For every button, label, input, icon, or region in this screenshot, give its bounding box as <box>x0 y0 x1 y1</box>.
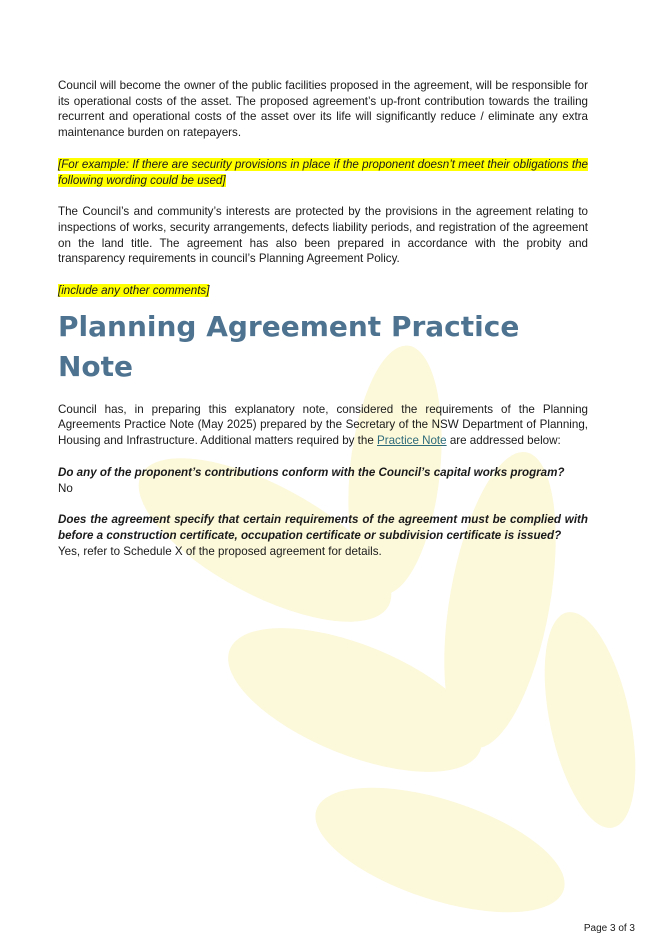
question-capital-works: Do any of the proponent’s contributions conform with the Council’s capital works program? <box>58 465 565 479</box>
watermark-leaf-5 <box>528 604 645 836</box>
question-certificate-requirements: Does the agreement specify that certain requirements of the agreement must be complied with before a construction certificate, occupation certificate or subdivision certificate is issued? <box>58 513 588 542</box>
page-number: Page 3 of 3 <box>583 923 635 934</box>
practice-note-link[interactable]: Practice Note <box>377 434 447 448</box>
comments-note-paragraph <box>58 283 588 299</box>
example-note-highlight: [For example: If there are security provisions in place if the proponent doesn’t meet their obligations the following wording could be used] <box>58 157 588 187</box>
answer-capital-works: No <box>58 481 73 495</box>
intro-text-before-link: Council has, in preparing this explanatory note, considered the requirements of the Planning Agreements Practice Note (May 2025) prepared by the Secretary of the NSW Department of Planning, Housing and Infrastructure. Additional matters required by the <box>58 402 588 448</box>
example-note-paragraph <box>58 157 588 188</box>
watermark-leaf-6 <box>301 762 579 934</box>
answer-certificate-requirements: Yes, refer to Schedule X of the proposed agreement for details. <box>58 544 382 558</box>
page-content <box>58 78 588 559</box>
comments-note-highlight: [include any other comments] <box>58 284 210 298</box>
ownership-paragraph: Council will become the owner of the public facilities proposed in the agreement, will be responsible for its operational costs of the asset. The proposed agreement’s up-front contribution towards the trailing recurrent and operational costs of the asset over its life will significantly reduce / eliminate any extra maintenance burden on ratepayers. <box>58 79 588 140</box>
interests-paragraph: The Council’s and community’s interests are protected by the provisions in the agreement relating to inspections of works, security arrangements, defects liability periods, and registration of the agreement on the land title. The agreement has also been prepared in accordance with the probity and transparency requirements in council’s Planning Agreement Policy. <box>58 205 588 266</box>
intro-text-after-link: are addressed below: <box>446 434 561 448</box>
section-heading: Planning Agreement Practice Note <box>58 309 520 383</box>
practice-note-intro <box>58 402 588 449</box>
